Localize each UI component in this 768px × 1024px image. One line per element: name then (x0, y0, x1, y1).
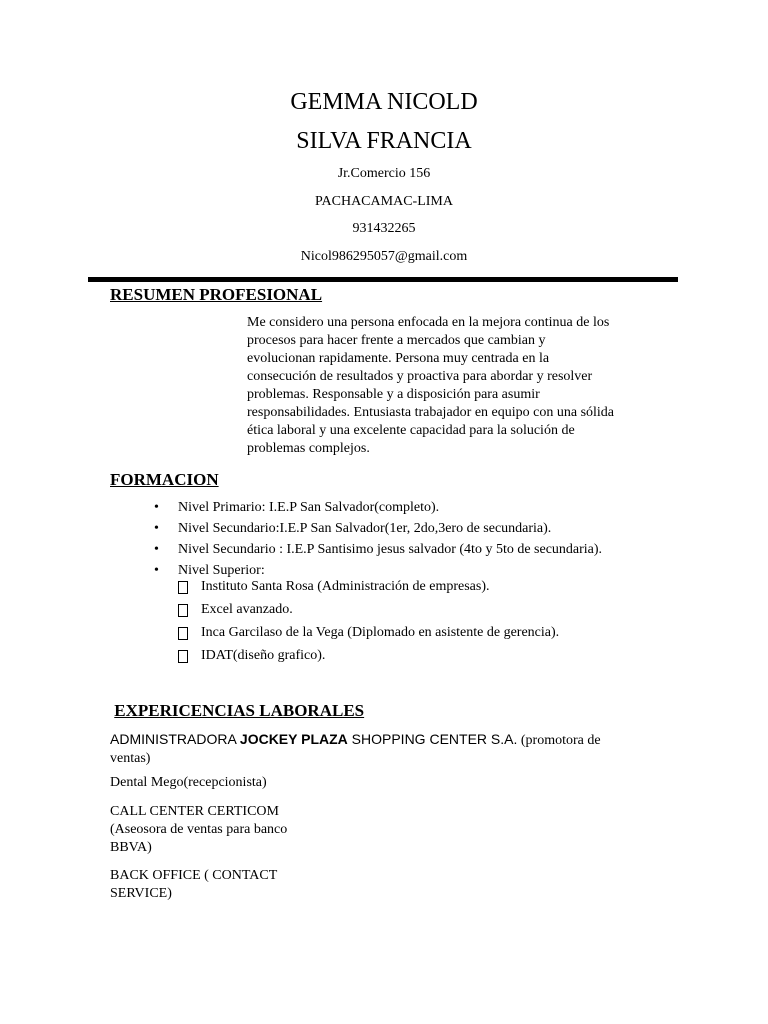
summary-heading: RESUMEN PROFESIONAL (110, 285, 323, 304)
education-item: Nivel Primario: I.E.P San Salvador(completo). (178, 500, 440, 515)
experience-heading (110, 701, 364, 721)
checkbox-icon (178, 604, 188, 617)
job-line: BBVA) (110, 840, 152, 855)
job-call-center (110, 803, 287, 857)
job-role-continued: ventas) (110, 751, 151, 766)
superior-item: Excel avanzado. (201, 602, 293, 617)
job-role: (promotora de (517, 733, 601, 748)
superior-item: Instituto Santa Rosa (Administración de empresas). (201, 579, 490, 594)
checkbox-icon (178, 581, 188, 594)
bullet-icon: • (154, 521, 159, 536)
summary-line: evolucionan rapidamente. Persona muy centrada en la (247, 351, 550, 366)
job-back-office (110, 867, 277, 903)
experience-heading-text: EXPERICENCIAS LABORALES (114, 701, 365, 720)
list-item (150, 499, 602, 520)
superior-item: IDAT(diseño grafico). (201, 648, 326, 663)
list-item (150, 520, 602, 541)
summary-line: problemas. Responsable y a disposición para asumir (247, 387, 540, 402)
education-item: Nivel Superior: (178, 563, 265, 578)
divider-rule (88, 277, 678, 282)
education-item: Nivel Secundario : I.E.P Santisimo jesus salvador (4to y 5to de secundaria). (178, 542, 603, 557)
job-line: BACK OFFICE ( CONTACT (110, 868, 278, 883)
summary-line: consecución de resultados y proactiva para abordar y resolver (247, 369, 593, 384)
job-line: CALL CENTER CERTICOM (110, 804, 279, 819)
summary-line: ética laboral y una excelente capacidad para la solución de (247, 423, 575, 438)
address: Jr.Comercio 156 (337, 166, 431, 181)
summary-line: responsabilidades. Entusiasta trabajador en equipo con una sólida (247, 405, 615, 420)
education-heading: FORMACION (110, 470, 219, 489)
summary-line: problemas complejos. (247, 441, 370, 456)
city: PACHACAMAC-LIMA (315, 194, 453, 209)
email: Nicol986295057@gmail.com (300, 249, 468, 264)
superior-list (178, 578, 559, 670)
name-second-line: SILVA FRANCIA (296, 128, 472, 154)
job-line: SERVICE) (110, 886, 172, 901)
job-company-rest: SHOPPING CENTER S.A. (347, 731, 518, 747)
summary-line: Me considero una persona enfocada en la mejora continua de los (247, 315, 610, 330)
checkbox-icon (178, 650, 188, 663)
bullet-icon: • (154, 500, 159, 515)
superior-item: Inca Garcilaso de la Vega (Diplomado en asistente de gerencia). (201, 625, 560, 640)
job-dental-mego: Dental Mego(recepcionista) (110, 775, 267, 790)
list-item (178, 647, 559, 670)
checkbox-icon (178, 627, 188, 640)
job-company-bold: JOCKEY PLAZA (239, 731, 348, 747)
list-item (178, 624, 559, 647)
job-title-part: ADMINISTRADORA (110, 731, 240, 747)
list-item (150, 541, 602, 562)
education-item: Nivel Secundario:I.E.P San Salvador(1er, 2do,3ero de secundaria). (178, 521, 552, 536)
bullet-icon: • (154, 542, 159, 557)
name-first-line: GEMMA NICOLD (290, 89, 478, 115)
education-list (150, 499, 602, 583)
phone: 931432265 (352, 221, 416, 236)
job-line: (Aseosora de ventas para banco (110, 822, 288, 837)
summary-line: procesos para hacer frente a mercados que cambian y (247, 333, 546, 348)
summary-text (247, 314, 667, 458)
list-item (178, 601, 559, 624)
bullet-icon: • (154, 563, 159, 578)
job-jockey-plaza (110, 730, 601, 768)
list-item (178, 578, 559, 601)
